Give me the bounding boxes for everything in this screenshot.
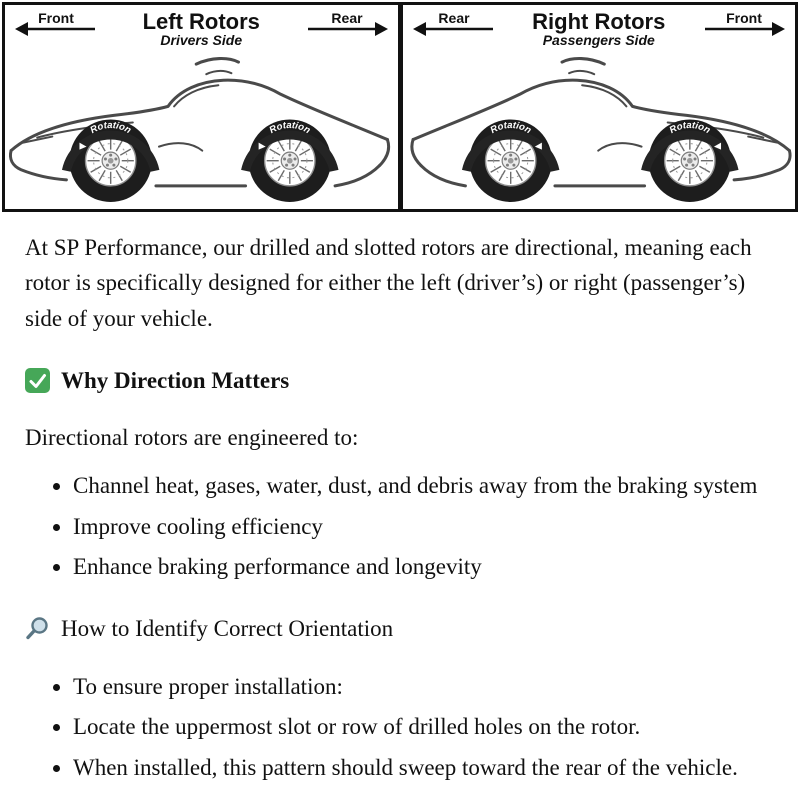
engineered-lead: Directional rotors are engineered to: <box>25 425 359 451</box>
left-rotors-panel <box>2 2 401 212</box>
list-item: • Channel heat, gases, water, dust, and debris away from the braking system <box>73 468 775 504</box>
why-direction-matters-list <box>25 468 775 585</box>
list-item: • Enhance braking performance and longevity <box>73 549 775 585</box>
left-panel-title: Left Rotors <box>142 9 260 34</box>
rear-arrow-label: Rear <box>437 10 470 26</box>
identify-orientation-list <box>25 669 775 786</box>
rotation-label: Rotation <box>267 119 313 136</box>
list-item: • To ensure proper installation: <box>73 669 775 705</box>
front-arrow-label: Front <box>726 10 762 26</box>
right-panel-subtitle: Passengers Side <box>542 32 655 49</box>
right-rotors-panel <box>401 2 799 212</box>
front-arrow-right-icon <box>703 10 785 37</box>
right-panel-title-block <box>495 10 704 48</box>
left-panel-subtitle: Drivers Side <box>160 32 243 49</box>
article-body <box>0 212 800 801</box>
rotor-direction-diagram <box>2 2 798 212</box>
right-car-illustration <box>403 48 796 209</box>
intro-paragraph: At SP Performance, our drilled and slotted rotors are directional, meaning each rotor is specifically designed for either the left (driver’s) or right (passenger’s) side of your vehicle. <box>25 234 752 332</box>
front-arrow-label: Front <box>38 10 74 26</box>
left-car-illustration <box>5 48 398 209</box>
list-item: • Improve cooling efficiency <box>73 509 775 545</box>
left-panel-header <box>5 5 398 48</box>
list-item: • When installed, this pattern should sweep toward the rear of the vehicle. <box>73 750 775 786</box>
front-arrow-left-icon <box>15 10 97 37</box>
rotation-label: Rotation <box>88 119 133 136</box>
rotation-label: Rotation <box>667 119 712 136</box>
right-panel-title: Right Rotors <box>532 9 666 34</box>
rear-arrow-label: Rear <box>330 10 363 26</box>
rear-arrow-left-icon <box>413 10 495 37</box>
rotation-label: Rotation <box>488 119 533 136</box>
list-item: • Locate the uppermost slot or row of drilled holes on the rotor. <box>73 709 775 745</box>
rear-arrow-right-icon <box>306 10 388 37</box>
heading-text: Why Direction Matters <box>61 367 290 393</box>
heading-text: How to Identify Correct Orientation <box>61 615 394 641</box>
check-icon <box>25 368 50 393</box>
left-panel-title-block <box>97 10 306 48</box>
why-direction-matters-heading <box>25 363 775 399</box>
magnifier-icon <box>25 616 50 641</box>
identify-orientation-heading <box>25 611 775 647</box>
right-panel-header <box>403 5 796 48</box>
